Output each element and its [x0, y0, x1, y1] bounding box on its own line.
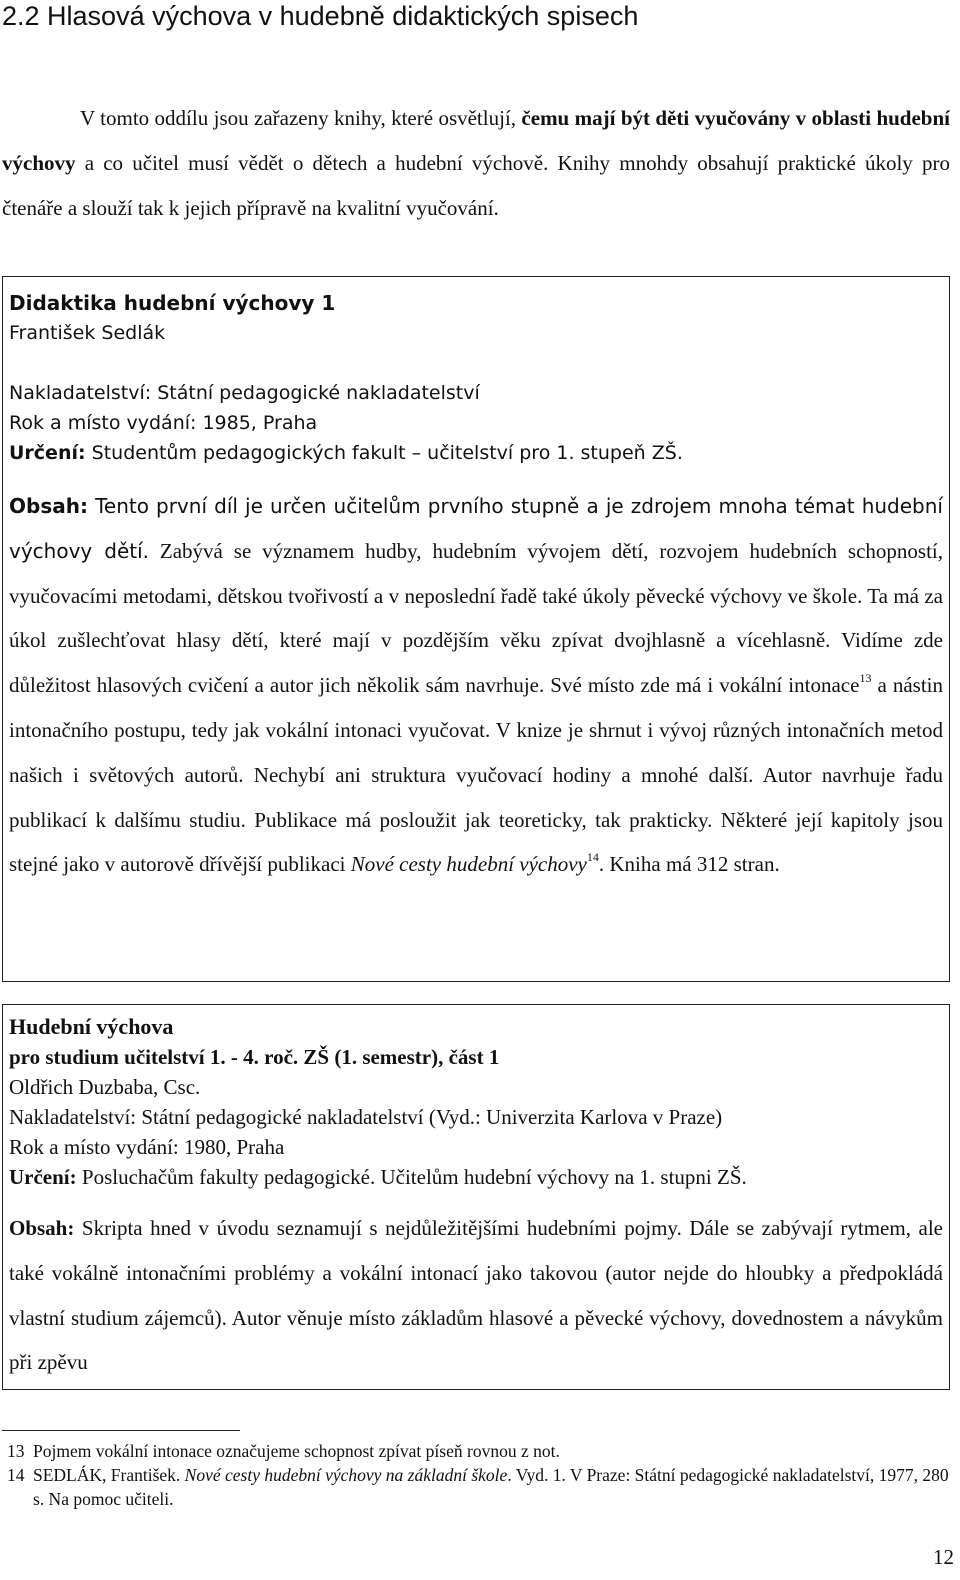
book-author: František Sedlák	[9, 322, 166, 344]
content-text-3: . Kniha má 312 stran.	[598, 852, 780, 877]
page-number: 12	[933, 1545, 954, 1569]
book-year-place: Rok a místo vydání: 1985, Praha	[9, 412, 318, 434]
book-publisher: Nakladatelství: Státní pedagogické nakladatelství (Vyd.: Univerzita Karlova v Praze)	[9, 1105, 723, 1129]
book-year-place: Rok a místo vydání: 1980, Praha	[9, 1135, 285, 1159]
book-card-hudebni-vychova	[2, 1004, 950, 1390]
book-content	[9, 1206, 943, 1385]
book-subtitle: pro studium učitelství 1. - 4. roč. ZŠ (1. semestr), část 1	[9, 1045, 500, 1069]
book-publisher: Nakladatelství: Státní pedagogické nakladatelství	[9, 382, 480, 404]
footnote-author: SEDLÁK, František.	[33, 1465, 185, 1485]
purpose-text: Posluchačům fakulty pedagogické. Učitelům hudební výchovy na 1. stupni ZŠ.	[76, 1165, 747, 1189]
purpose-label: Určení:	[9, 442, 86, 464]
footnote-13	[2, 1439, 950, 1463]
content-label: Obsah:	[9, 494, 88, 518]
footnote-14	[2, 1463, 950, 1511]
content-text: Skripta hned v úvodu seznamují s nejdůležitějšími hudebními pojmy. Dále se zabývají rytmem, ale také vokálně intonačními problémy a vokální intonací jako takovou (autor nejde do hloubky a předpokládá vlastní studium zájemců). Autor věnuje místo základům hlasové a pěvecké výchovy, dovednostem a návykům při zpěvu	[9, 1216, 943, 1375]
content-italic-title: Nové cesty hudební výchovy	[350, 852, 587, 877]
content-text-1: Zabývá se významem hudby, hudebním vývojem dětí, rozvojem hudebních schopností, vyučovacími metodami, dětskou tvořivostí a v neposlední řadě také úkoly pěvecké výchovy ve škole. Ta má za úkol zušlechťovat hlasy dětí, které mají v pozdějším věku zpívat dvojhlasně a vícehlasně. Vidíme zde důležitost hlasových cvičení a autor jich několik sám navrhuje. Své místo zde má i vokální intonace	[9, 538, 943, 698]
book-purpose	[9, 438, 943, 468]
book-author: Oldřich Duzbaba, Csc.	[9, 1075, 201, 1099]
footnote-number: 14	[7, 1465, 25, 1485]
footnote-divider	[2, 1430, 240, 1431]
purpose-text: Studentům pedagogických fakult – učitelství pro 1. stupeň ZŠ.	[91, 442, 683, 464]
content-text-sans: Tento první díl je určen učitelům prvního stupně a je zdrojem mnoha témat hudební výchovy dětí.	[9, 494, 943, 563]
footnote-book-title: Nové cesty hudební výchovy na základní škole	[184, 1465, 508, 1485]
footnote-ref-13[interactable]: 13	[859, 671, 872, 686]
footnote-ref-14[interactable]: 14	[586, 850, 599, 865]
section-heading: 2.2 Hlasová výchova v hudebně didaktických spisech	[2, 1, 639, 31]
content-text-2: a nástin intonačního postupu, tedy jak vokální intonaci vyučovat. V knize je shrnut i vývoj různých intonačních metod našich i světových autorů. Nechybí ani struktura vyučovací hodiny a mnohé další. Autor navrhuje řadu publikací k dalšímu studiu. Publikace má posloužit jak teoreticky, tak prakticky. Některé její kapitoly jsou stejné jako v autorově dřívější publikaci	[9, 673, 943, 877]
book-content	[9, 484, 943, 887]
book-purpose	[9, 1162, 943, 1192]
intro-bold-text: čemu mají být děti vyučovány v oblasti hudební výchovy	[2, 106, 950, 175]
intro-paragraph	[2, 96, 950, 231]
footnote-details: . Vyd. 1. V Praze: Státní pedagogické nakladatelství, 1977, 280 s. Na pomoc učiteli.	[33, 1465, 949, 1509]
book-card-didaktika	[2, 276, 950, 982]
footnote-number: 13	[7, 1441, 25, 1461]
book-title: Didaktika hudební výchovy 1	[9, 291, 336, 315]
intro-text-start: V tomto oddílu jsou zařazeny knihy, které osvětlují,	[80, 106, 522, 130]
footnote-text	[33, 1463, 950, 1511]
content-label: Obsah:	[9, 1216, 75, 1240]
book-title: Hudební výchova	[9, 1014, 174, 1039]
purpose-label: Určení:	[9, 1165, 77, 1189]
intro-text-end: a co učitel musí vědět o dětech a hudební výchově. Knihy mnohdy obsahují praktické úkoly pro čtenáře a slouží tak k jejich přípravě na kvalitní vyučování.	[2, 151, 950, 220]
footnote-text: Pojmem vokální intonace označujeme schopnost zpívat píseň rovnou z not.	[33, 1441, 560, 1461]
